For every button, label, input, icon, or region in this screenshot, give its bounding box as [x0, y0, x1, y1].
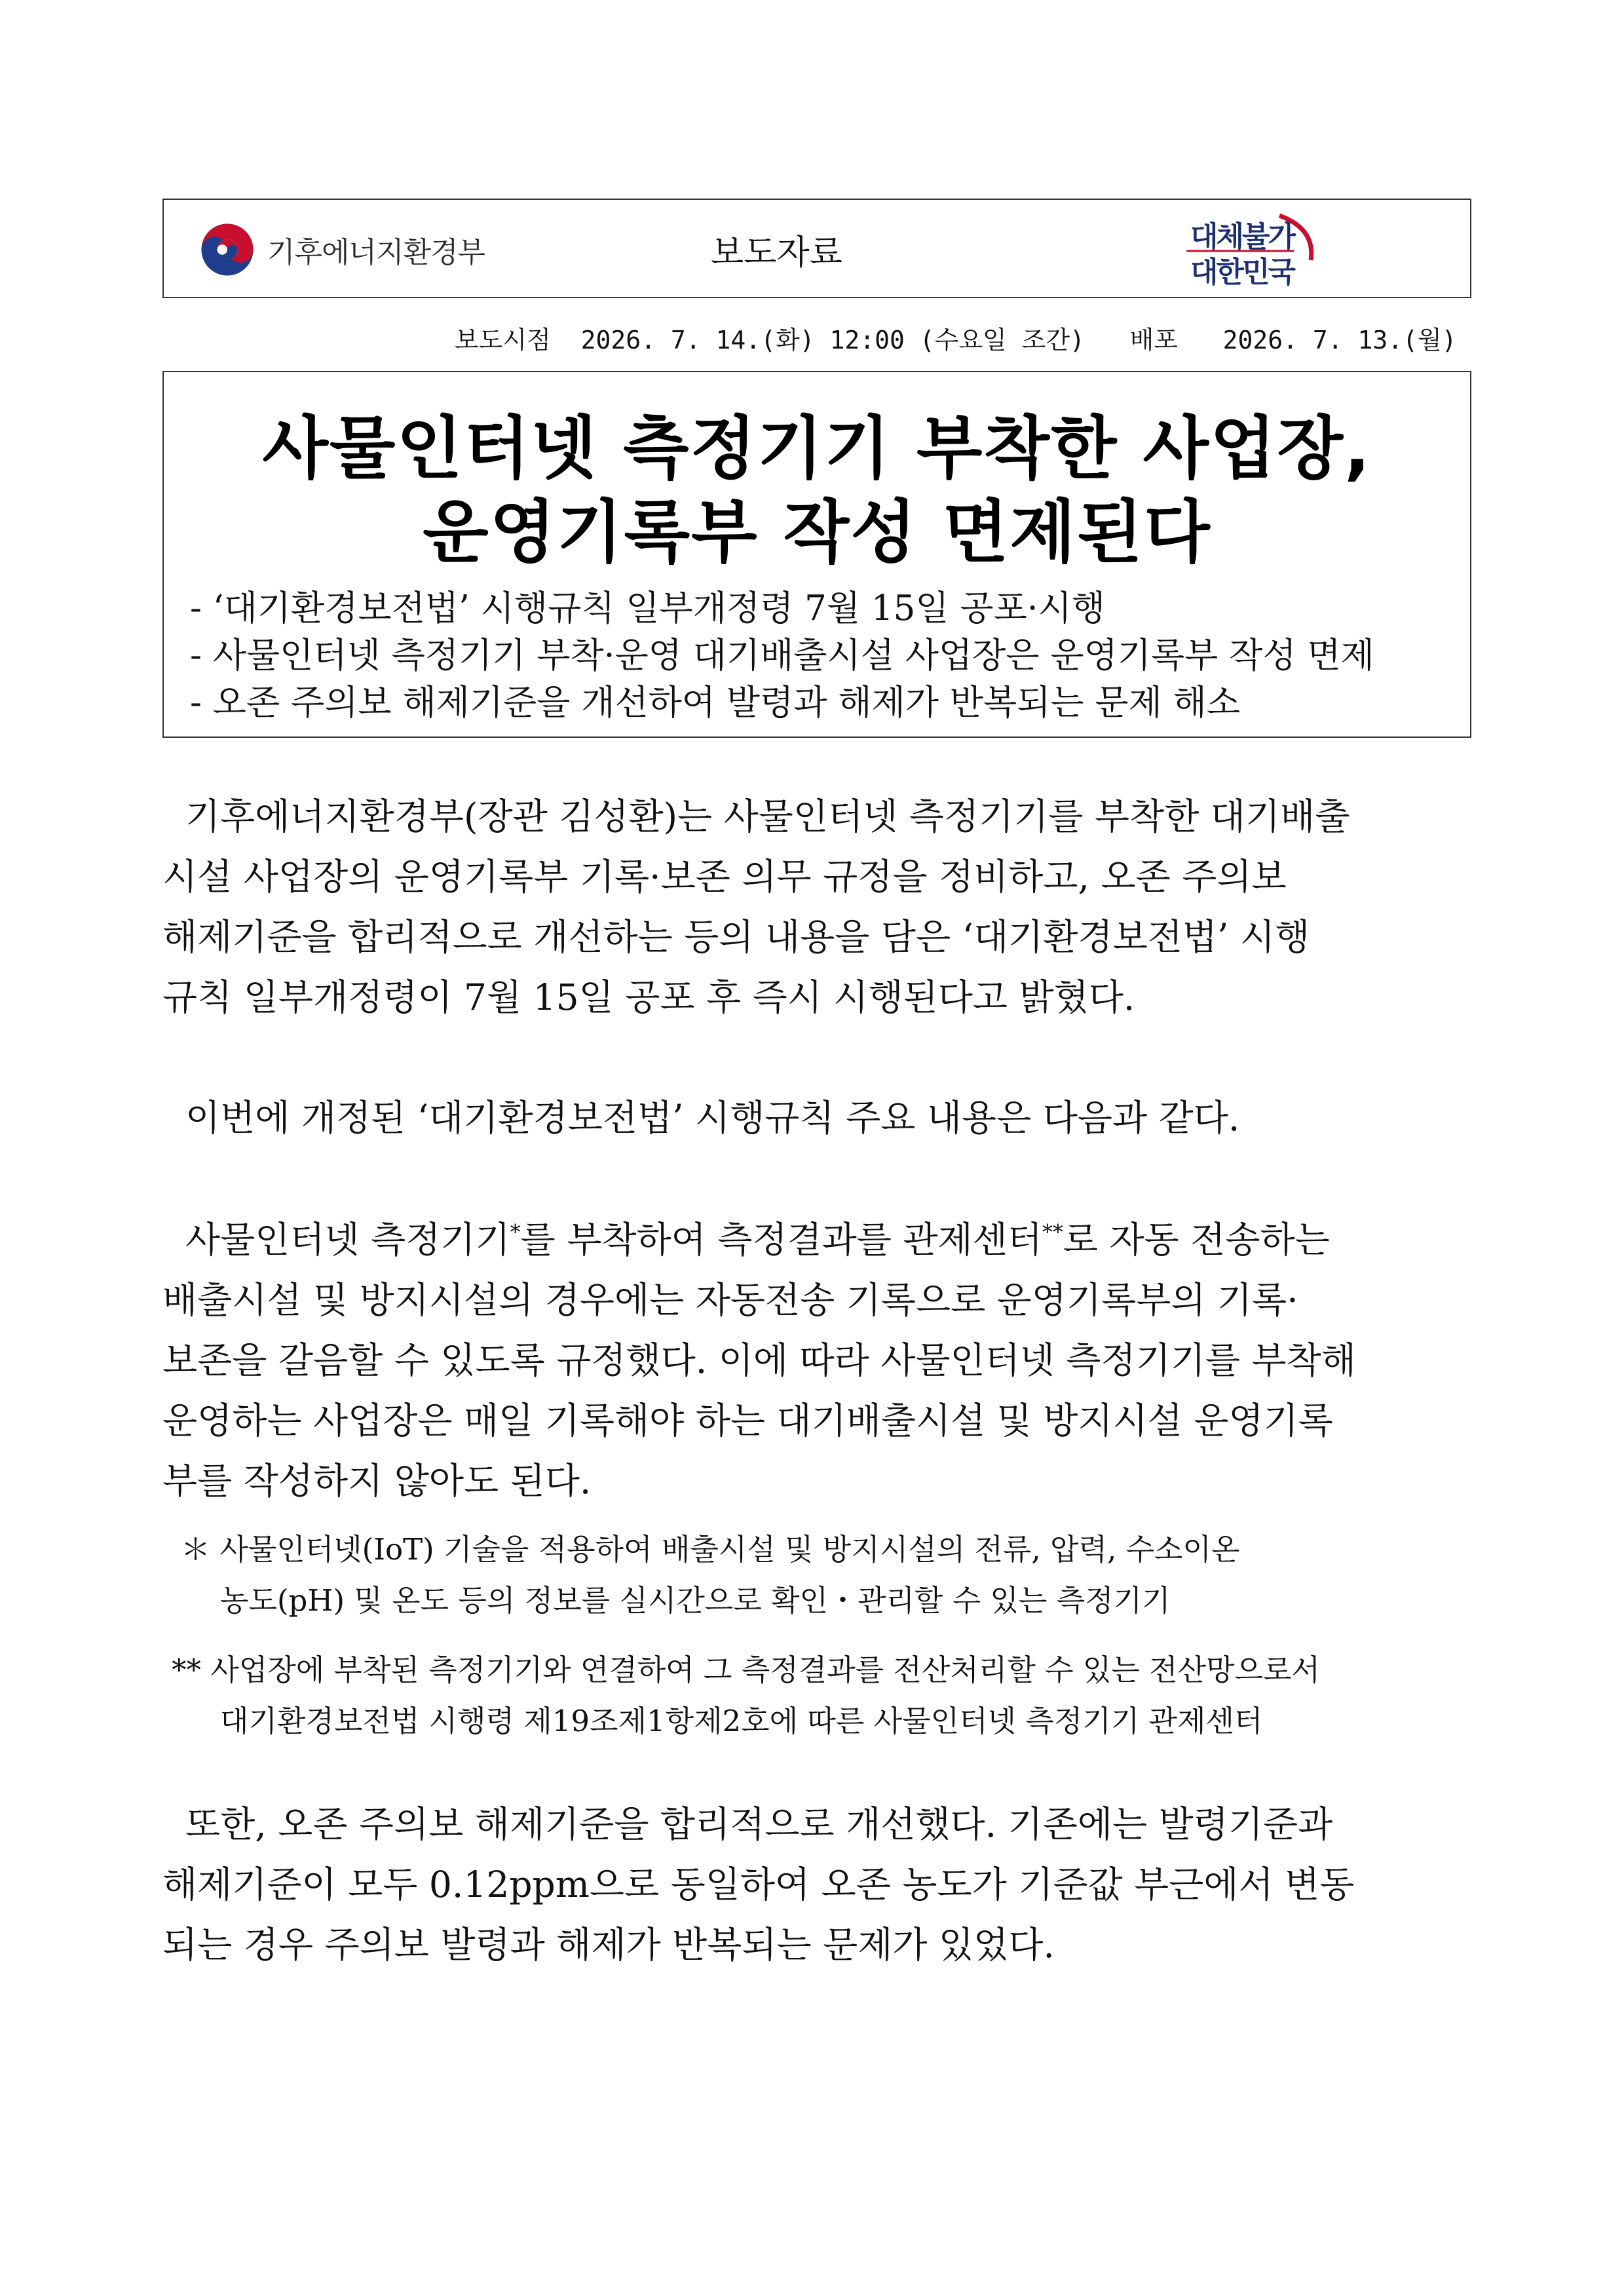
subheading: - ‘대기환경보전법’ 시행규칙 일부개정령 7월 15일 공포·시행: [190, 588, 1106, 628]
paragraph-line: 해제기준을 합리적으로 개선하는 등의 내용을 담은 ‘대기환경보전법’ 시행: [162, 916, 1310, 958]
text-segment: 사물인터넷 측정기기: [162, 1219, 510, 1261]
embargo-label: 보도시점: [455, 326, 551, 354]
embargo-value: 2026. 7. 14.(화) 12:00 (수요일 조간): [580, 326, 1085, 354]
paragraph-line: 또한, 오존 주의보 해제기준을 합리적으로 개선했다. 기존에는 발령기준과: [162, 1803, 1333, 1845]
release-info: [455, 320, 1457, 356]
paragraph-line: 운영하는 사업장은 매일 기록해야 하는 대기배출시설 및 방지시설 운영기록: [162, 1400, 1333, 1442]
paragraph-line: 시설 사업장의 운영기록부 기록·보존 의무 규정을 정비하고, 오존 주의보: [162, 856, 1287, 898]
distribution-value: 2026. 7. 13.(월): [1222, 326, 1457, 354]
footnote-marker: **: [1042, 1219, 1063, 1245]
headline-line-2: 운영기록부 작성 면제된다: [423, 492, 1211, 572]
text-segment: 를 부착하여 측정결과를 관제센터: [520, 1219, 1042, 1261]
paragraph-line: 이번에 개정된 ‘대기환경보전법’ 시행규칙 주요 내용은 다음과 같다.: [162, 1097, 1240, 1139]
release-type: 보도자료: [711, 233, 842, 273]
footnote: ＊ 사물인터넷(IoT) 기술을 적용하여 배출시설 및 방지시설의 전류, 압력, 수소이온: [181, 1532, 1240, 1567]
subheading: - 사물인터넷 측정기기 부착·운영 대기배출시설 사업장은 운영기록부 작성 면제: [190, 636, 1374, 676]
ministry-logo: [199, 220, 485, 280]
footnote: 농도(pH) 및 온도 등의 정보를 실시간으로 확인・관리할 수 있는 측정기기: [220, 1583, 1171, 1618]
paragraph-line: [162, 1211, 1330, 1263]
paragraph-line: 기후에너지환경부(장관 김성환)는 사물인터넷 측정기기를 부착한 대기배출: [162, 795, 1350, 837]
ministry-name: 기후에너지환경부: [267, 236, 485, 269]
text-segment: 로 자동 전송하는: [1063, 1219, 1330, 1261]
slogan-line-2: 대한민국: [1190, 256, 1294, 289]
paragraph-line: 부를 작성하지 않아도 된다.: [162, 1460, 592, 1502]
footnote: 대기환경보전법 시행령 제19조제1항제2호에 따른 사물인터넷 측정기기 관제센터: [220, 1704, 1263, 1738]
paragraph-line: 해제기준이 모두 0.12ppm으로 동일하여 오존 농도가 기준값 부근에서 변동: [162, 1864, 1355, 1905]
footnote: ** 사업장에 부착된 측정기기와 연결하여 그 측정결과를 전산처리할 수 있는 전산망으로서: [172, 1653, 1320, 1687]
subheading: - 오존 주의보 해제기준을 개선하여 발령과 해제가 반복되는 문제 해소: [190, 683, 1241, 723]
paragraph-line: 되는 경우 주의보 발령과 해제가 반복되는 문제가 있었다.: [162, 1924, 1055, 1966]
footnote-marker: *: [510, 1219, 521, 1245]
headline-box: [162, 371, 1471, 738]
headline-line-1: 사물인터넷 측정기기 부착한 사업장,: [262, 408, 1372, 488]
press-release-header: [162, 199, 1471, 298]
paragraph-line: 규칙 일부개정령이 7월 15일 공포 후 즉시 시행된다고 밝혔다.: [162, 976, 1135, 1018]
slogan-line-1: 대체불가: [1190, 220, 1294, 254]
slogan-logo: [1181, 209, 1325, 290]
taegeuk-emblem-icon: [199, 221, 255, 278]
paragraph-line: 보존을 갈음할 수 있도록 규정했다. 이에 따라 사물인터넷 측정기기를 부착해: [162, 1339, 1356, 1381]
distribution-label: 배포: [1129, 326, 1178, 354]
paragraph-line: 배출시설 및 방지시설의 경우에는 자동전송 기록으로 운영기록부의 기록·: [162, 1279, 1298, 1321]
